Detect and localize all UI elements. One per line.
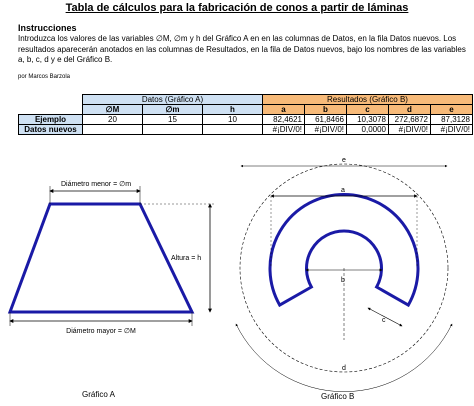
new-result-a: #¡DIV/0! <box>263 125 305 135</box>
cell-result-d: 272,6872 <box>389 115 431 125</box>
row-label-datos-nuevos: Datos nuevos <box>19 125 83 135</box>
row-label-ejemplo: Ejemplo <box>19 115 83 125</box>
new-result-b: #¡DIV/0! <box>305 125 347 135</box>
cell-diam-major[interactable]: 20 <box>83 115 143 125</box>
cell-result-a: 82,4621 <box>263 115 305 125</box>
dim-e-label: e <box>342 157 346 164</box>
instructions-heading: Instrucciones <box>18 23 77 33</box>
cell-result-c: 10,3078 <box>347 115 389 125</box>
column-header-a: a <box>263 105 305 115</box>
column-header-d: d <box>389 105 431 115</box>
column-header-e: e <box>431 105 473 115</box>
cell-height[interactable]: 10 <box>203 115 263 125</box>
dim-d-label: d <box>342 365 346 372</box>
cell-result-b: 61,8466 <box>305 115 347 125</box>
major-diameter-label: Diámetro mayor = ∅M <box>66 328 136 335</box>
column-header-b: b <box>305 105 347 115</box>
graph-b-label: Gráfico B <box>321 392 355 401</box>
column-header-diam-major: ∅M <box>83 105 143 115</box>
graph-a-diagram <box>10 181 214 335</box>
resultados-group-header: Resultados (Gráfico B) <box>263 95 473 105</box>
dim-a-label: a <box>341 187 345 194</box>
page-title: Tabla de cálculos para la fabricación de conos a partir de láminas <box>65 2 409 14</box>
column-header-height: h <box>203 105 263 115</box>
graph-a-label: Gráfico A <box>82 390 115 399</box>
cell-result-e: 87,3128 <box>431 115 473 125</box>
new-result-e: #¡DIV/0! <box>431 125 473 135</box>
author-credit: por Marcos Barzola <box>18 74 71 80</box>
dim-c-label: c <box>382 317 386 324</box>
new-result-d: #¡DIV/0! <box>389 125 431 135</box>
datos-group-header: Datos (Gráfico A) <box>83 95 263 105</box>
graph-b-diagram <box>236 157 452 392</box>
dim-b-label: b <box>341 277 345 284</box>
trapezoid-shape <box>10 204 192 312</box>
instructions-text: Introduzca los valores de las variables ∅M, ∅m y h del Gráfico A en en las columnas de Datos, en la fila Datos nuevos. Los resultados aparecerán anotados en las columnas de Resultados, en la fila de Datos nuevos, bajo los nombres de las variables a, b, c, d y e del Gráfico B. <box>18 34 466 64</box>
new-result-c: 0,0000 <box>347 125 389 135</box>
column-header-c: c <box>347 105 389 115</box>
column-header-diam-minor: ∅m <box>143 105 203 115</box>
cell-diam-minor[interactable]: 15 <box>143 115 203 125</box>
height-label: Altura = h <box>171 255 202 262</box>
minor-diameter-label: Diámetro menor = ∅m <box>60 181 132 188</box>
